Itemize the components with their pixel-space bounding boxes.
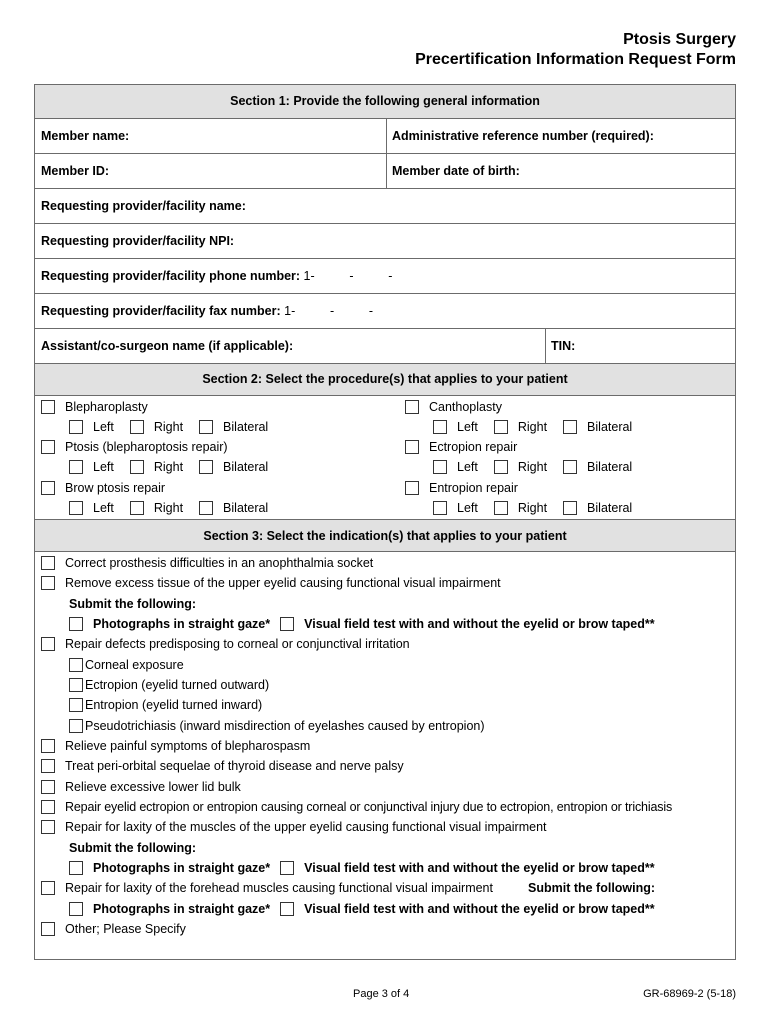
bilateral-checkbox[interactable]	[199, 420, 213, 434]
bilateral-checkbox[interactable]	[563, 460, 577, 474]
photos-checkbox[interactable]	[69, 902, 83, 916]
right-checkbox[interactable]	[494, 501, 508, 515]
form-subtitle: Precertification Information Request Form	[415, 51, 736, 68]
indication-thyroid: Treat peri-orbital sequelae of thyroid disease and nerve palsy	[41, 756, 404, 776]
phone-value: 1- - -	[303, 269, 393, 283]
member-dob-label: Member date of birth:	[392, 164, 520, 178]
indication-checkbox[interactable]	[41, 556, 55, 570]
procedure-checkbox[interactable]	[405, 481, 419, 495]
indication-checkbox[interactable]	[41, 800, 55, 814]
provider-name-row	[35, 189, 735, 224]
sub-checkbox[interactable]	[69, 678, 83, 692]
sub-corneal-exposure: Corneal exposure	[69, 655, 184, 675]
blepharoplasty-sides: Left Right Bilateral	[69, 417, 268, 437]
form-code: GR-68969-2 (5-18)	[643, 988, 736, 1000]
member-id-row	[35, 154, 735, 189]
form-box	[34, 84, 736, 960]
sub-entropion: Entropion (eyelid turned inward)	[69, 695, 262, 715]
submit-options: Photographs in straight gaze* Visual field test with and without the eyelid or brow taped**	[69, 858, 655, 878]
divider	[386, 154, 387, 188]
divider	[386, 119, 387, 153]
ptosis-sides: Left Right Bilateral	[69, 457, 268, 477]
assistant-row	[35, 329, 735, 364]
left-checkbox[interactable]	[433, 420, 447, 434]
indication-corneal-defects: Repair defects predisposing to corneal or conjunctival irritation	[41, 634, 410, 654]
indication-checkbox[interactable]	[41, 739, 55, 753]
sub-pseudotrichiasis: Pseudotrichiasis (inward misdirection of eyelashes caused by entropion)	[69, 716, 485, 736]
indication-checkbox[interactable]	[41, 881, 55, 895]
section2-heading: Section 2: Select the procedure(s) that applies to your patient	[35, 364, 735, 396]
procedure-ptosis: Ptosis (blepharoptosis repair)	[41, 437, 228, 457]
member-name-label: Member name:	[41, 129, 130, 143]
procedure-brow-ptosis: Brow ptosis repair	[41, 478, 165, 498]
provider-name-label: Requesting provider/facility name:	[41, 199, 246, 213]
indication-checkbox[interactable]	[41, 637, 55, 651]
submit-options: Photographs in straight gaze* Visual field test with and without the eyelid or brow taped**	[69, 614, 655, 634]
provider-phone-row	[35, 259, 735, 294]
visual-field-checkbox[interactable]	[280, 861, 294, 875]
visual-field-checkbox[interactable]	[280, 902, 294, 916]
provider-phone-label: Requesting provider/facility phone number:	[41, 269, 301, 283]
sub-checkbox[interactable]	[69, 658, 83, 672]
indication-upper-laxity: Repair for laxity of the muscles of the upper eyelid causing functional visual impairment	[41, 817, 547, 837]
indication-forehead-laxity: Repair for laxity of the forehead muscles causing functional visual impairment	[41, 878, 493, 898]
provider-npi-row	[35, 224, 735, 259]
indication-checkbox[interactable]	[41, 922, 55, 936]
left-checkbox[interactable]	[69, 501, 83, 515]
photos-checkbox[interactable]	[69, 617, 83, 631]
sub-checkbox[interactable]	[69, 698, 83, 712]
assistant-label: Assistant/co-surgeon name (if applicable):	[41, 339, 294, 353]
procedure-checkbox[interactable]	[41, 481, 55, 495]
submit-following-label: Submit the following:	[69, 597, 197, 611]
visual-field-checkbox[interactable]	[280, 617, 294, 631]
right-checkbox[interactable]	[130, 460, 144, 474]
left-checkbox[interactable]	[69, 460, 83, 474]
fax-value: 1- - -	[284, 304, 374, 318]
right-checkbox[interactable]	[494, 420, 508, 434]
provider-fax-field	[41, 294, 373, 328]
member-name-row	[35, 119, 735, 154]
left-checkbox[interactable]	[69, 420, 83, 434]
submit-following-label: Submit the following:	[69, 841, 197, 855]
indication-checkbox[interactable]	[41, 576, 55, 590]
bilateral-checkbox[interactable]	[199, 501, 213, 515]
admin-ref-label: Administrative reference number (required):	[392, 129, 654, 143]
provider-npi-label: Requesting provider/facility NPI:	[41, 234, 235, 248]
submit-options: Photographs in straight gaze* Visual field test with and without the eyelid or brow taped**	[69, 899, 655, 919]
indication-checkbox[interactable]	[41, 820, 55, 834]
indication-lower-lid: Relieve excessive lower lid bulk	[41, 777, 241, 797]
indication-blepharospasm: Relieve painful symptoms of blepharospasm	[41, 736, 310, 756]
provider-phone-field	[41, 259, 392, 293]
divider	[545, 329, 546, 363]
page-number: Page 3 of 4	[353, 988, 410, 1000]
procedure-blepharoplasty: Blepharoplasty	[41, 397, 148, 417]
brow-ptosis-sides: Left Right Bilateral	[69, 498, 268, 518]
form-title: Ptosis Surgery	[623, 31, 736, 48]
right-checkbox[interactable]	[494, 460, 508, 474]
bilateral-checkbox[interactable]	[563, 420, 577, 434]
procedure-entropion: Entropion repair	[405, 478, 518, 498]
right-checkbox[interactable]	[130, 501, 144, 515]
sub-ectropion: Ectropion (eyelid turned outward)	[69, 675, 269, 695]
bilateral-checkbox[interactable]	[199, 460, 213, 474]
ectropion-sides: Left Right Bilateral	[433, 457, 632, 477]
indication-upper-eyelid: Remove excess tissue of the upper eyelid causing functional visual impairment	[41, 573, 501, 593]
photos-checkbox[interactable]	[69, 861, 83, 875]
right-checkbox[interactable]	[130, 420, 144, 434]
bilateral-checkbox[interactable]	[563, 501, 577, 515]
member-id-label: Member ID:	[41, 164, 110, 178]
procedure-checkbox[interactable]	[41, 400, 55, 414]
procedure-checkbox[interactable]	[405, 400, 419, 414]
entropion-sides: Left Right Bilateral	[433, 498, 632, 518]
indication-checkbox[interactable]	[41, 759, 55, 773]
indication-other: Other; Please Specify	[41, 919, 186, 939]
section3-heading: Section 3: Select the indication(s) that applies to your patient	[35, 519, 735, 552]
submit-following-label: Submit the following:	[528, 881, 656, 895]
left-checkbox[interactable]	[433, 501, 447, 515]
procedure-checkbox[interactable]	[41, 440, 55, 454]
left-checkbox[interactable]	[433, 460, 447, 474]
procedure-checkbox[interactable]	[405, 440, 419, 454]
procedure-canthoplasty: Canthoplasty	[405, 397, 502, 417]
canthoplasty-sides: Left Right Bilateral	[433, 417, 632, 437]
indication-ectropion-entropion: Repair eyelid ectropion or entropion causing corneal or conjunctival injury due to ectropion, entropion or trichiasis	[41, 797, 672, 817]
indication-checkbox[interactable]	[41, 780, 55, 794]
indication-prosthesis: Correct prosthesis difficulties in an anophthalmia socket	[41, 553, 373, 573]
provider-fax-label: Requesting provider/facility fax number:	[41, 304, 281, 318]
tin-label: TIN:	[551, 339, 576, 353]
provider-fax-row	[35, 294, 735, 329]
section1-heading: Section 1: Provide the following general information	[35, 85, 735, 119]
procedure-ectropion: Ectropion repair	[405, 437, 517, 457]
sub-checkbox[interactable]	[69, 719, 83, 733]
